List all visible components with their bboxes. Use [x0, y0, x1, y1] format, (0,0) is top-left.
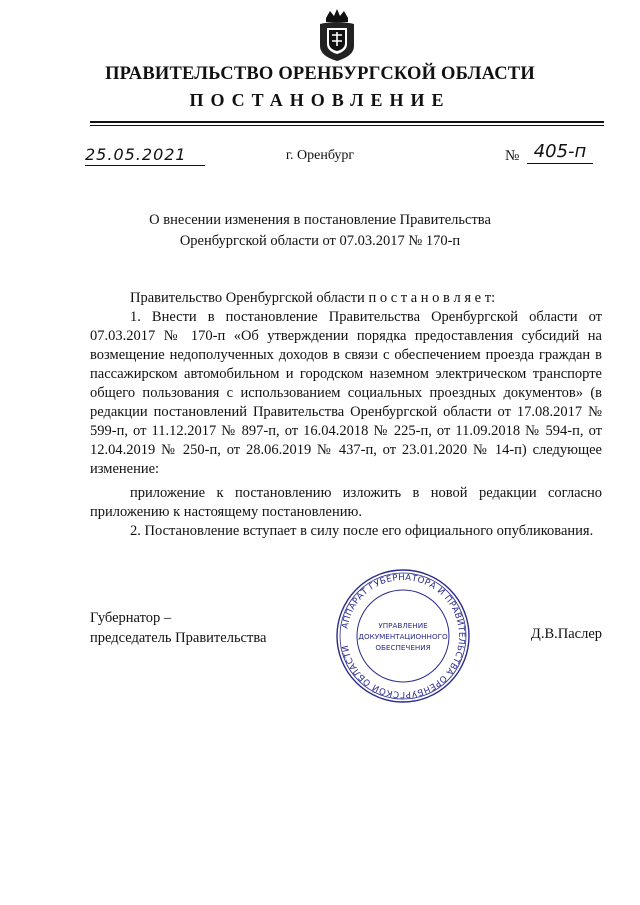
stamp-outer-text: АППАРАТ ГУБЕРНАТОРА И ПРАВИТЕЛЬСТВА ОРЕНБУРГСКОЙ ОБЛАСТИ	[340, 572, 467, 700]
intro-paragraph: Правительство Оренбургской области п о с т а н о в л я е т:	[130, 290, 496, 306]
signer-name: Д.В.Паслер	[530, 626, 602, 642]
document-number: 405-п	[527, 141, 593, 164]
number-label: №	[505, 148, 520, 164]
stamp-line-2: ДОКУМЕНТАЦИОННОГО	[358, 632, 448, 641]
signer-title-line-2: председатель Правительства	[90, 630, 267, 646]
document-city: г. Оренбург	[285, 148, 355, 163]
signer-title	[90, 608, 266, 648]
stamp-line-1: УПРАВЛЕНИЕ	[378, 621, 428, 630]
document-type: ПОСТАНОВЛЕНИЕ	[189, 90, 451, 110]
official-stamp	[335, 568, 471, 704]
header-rule-thin	[90, 125, 604, 126]
item-1-paragraph: 1. Внести в постановление Правительства Оренбургской области от 07.03.2017 № 170-п «Об утверждении порядка предоставления субсидий на возмещение недополученных доходов в связи с обеспечением проезда граждан в пассажирском автомобильном и городском наземном электрическом транспорте общего пользования с использованием социальных проездных документов» (в редакции постановлений Правительства Оренбургской области от 17.08.2017 № 599-п, от 11.12.2017 № 897-п, от 16.04.2018 № 225-п, от 11.09.2018 № 594-п, от 12.04.2019 № 250-п, от 28.06.2019 № 437-п, от 23.01.2020 № 14-п) следующее изменение:	[90, 309, 602, 477]
subject-line-1: О внесении изменения в постановление Правительства	[149, 212, 491, 228]
government-title: ПРАВИТЕЛЬСТВО ОРЕНБУРГСКОЙ ОБЛАСТИ	[105, 64, 535, 84]
attachment-paragraph: приложение к постановлению изложить в новой редакции согласно приложению к настоящему постановлению.	[90, 485, 602, 520]
signer-title-line-1: Губернатор –	[90, 610, 172, 626]
subject-line-2: Оренбургской области от 07.03.2017 № 170-п	[179, 233, 461, 249]
document-date: 25.05.2021	[85, 145, 205, 166]
item-2-paragraph: 2. Постановление вступает в силу после его официального опубликования.	[130, 523, 594, 539]
stamp-line-3: ОБЕСПЕЧЕНИЯ	[375, 643, 431, 652]
document-subject	[0, 210, 640, 252]
coat-of-arms-icon	[316, 8, 358, 62]
header-rule	[90, 121, 604, 123]
